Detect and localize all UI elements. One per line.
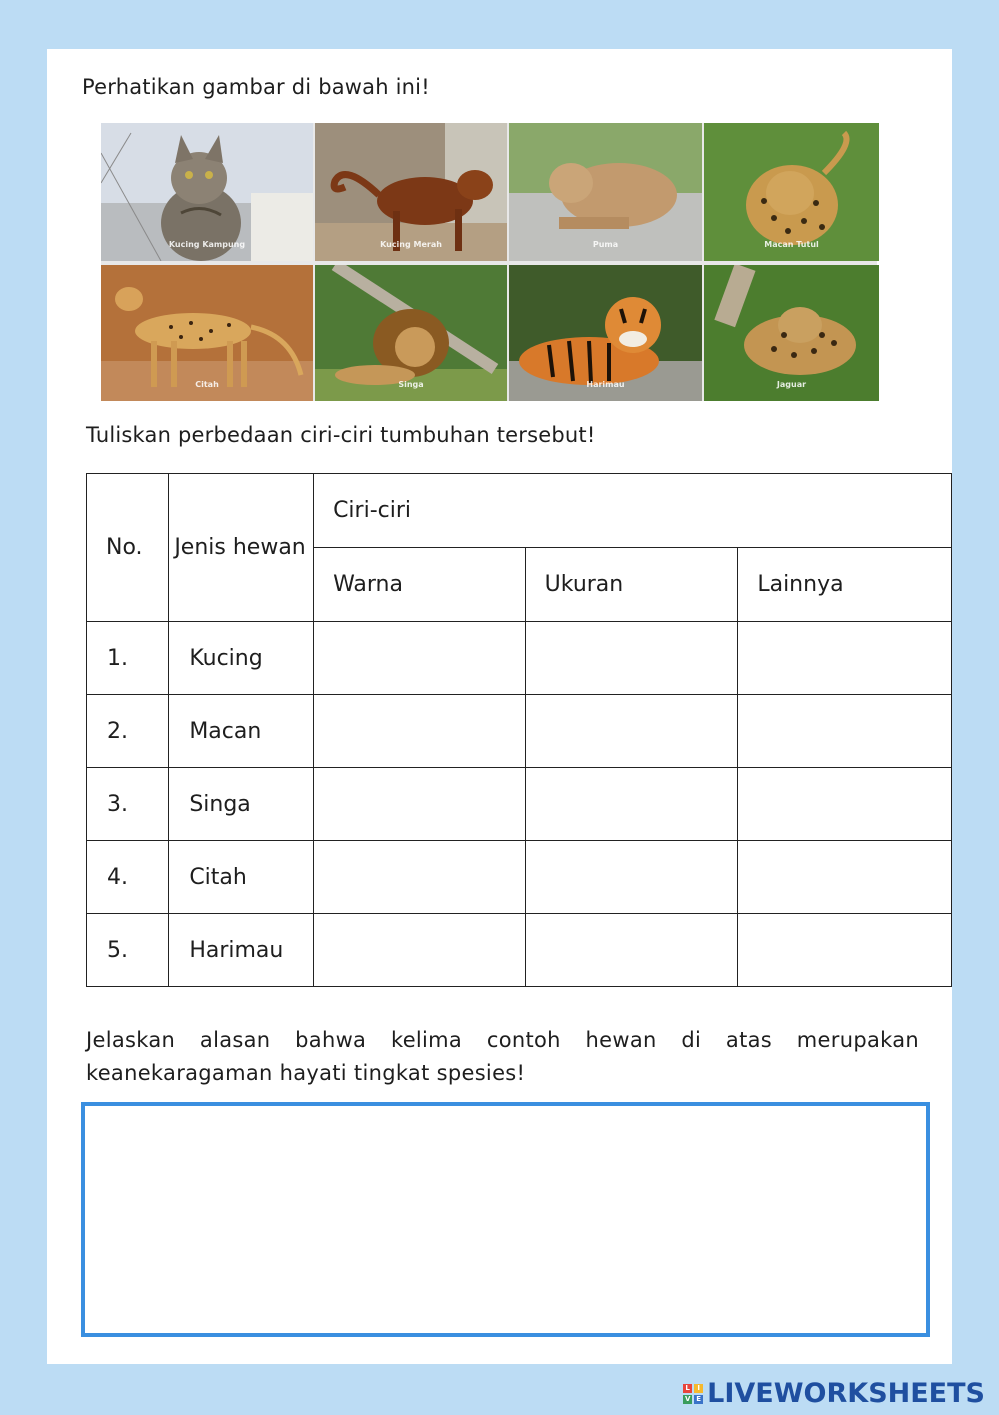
- answer-cell-ukuran[interactable]: [525, 622, 738, 695]
- answer-cell-lainnya[interactable]: [738, 914, 952, 987]
- answer-cell-ukuran[interactable]: [525, 695, 738, 768]
- photo-caption: Kucing Merah: [380, 240, 442, 249]
- photo-caption: Singa: [398, 380, 424, 389]
- table-row: [87, 914, 952, 987]
- photo-caption: Macan Tutul: [764, 240, 819, 249]
- header-ukuran: Ukuran: [525, 548, 738, 622]
- table-row: [87, 695, 952, 768]
- row-number: 3.: [87, 768, 169, 841]
- jaguar-photo: [704, 265, 879, 401]
- answer-cell-warna[interactable]: [314, 622, 526, 695]
- puma-photo: [509, 123, 702, 261]
- header-lainnya: Lainnya: [738, 548, 952, 622]
- answer-cell-lainnya[interactable]: [738, 622, 952, 695]
- table-row: [87, 622, 952, 695]
- liveworksheets-logo[interactable]: [683, 1378, 985, 1409]
- photo-caption: Puma: [592, 240, 619, 249]
- answer-cell-lainnya[interactable]: [738, 695, 952, 768]
- answer-cell-ukuran[interactable]: [525, 914, 738, 987]
- answer-cell-ukuran[interactable]: [525, 841, 738, 914]
- answer-cell-warna[interactable]: [314, 914, 526, 987]
- row-animal: Macan: [169, 695, 314, 768]
- row-animal: Citah: [169, 841, 314, 914]
- row-animal: Kucing: [169, 622, 314, 695]
- row-number: 2.: [87, 695, 169, 768]
- row-number: 1.: [87, 622, 169, 695]
- explain-instruction: Jelaskan alasan bahwa kelima contoh hewan di atas merupakan keanekaragaman hayati tingkat spesies!: [86, 1028, 919, 1085]
- photo-caption: Harimau: [586, 380, 625, 389]
- cheetah-photo: [101, 265, 313, 401]
- cat-photo: [101, 123, 313, 261]
- row-number: 5.: [87, 914, 169, 987]
- row-animal: Singa: [169, 768, 314, 841]
- row-animal: Harimau: [169, 914, 314, 987]
- tiger-photo: [509, 265, 702, 401]
- animal-photo-grid: [101, 123, 877, 401]
- answer-textbox[interactable]: [81, 1102, 930, 1337]
- worksheet-page: [47, 49, 952, 1364]
- header-jenis-hewan: Jenis hewan: [169, 474, 314, 622]
- row-number: 4.: [87, 841, 169, 914]
- header-no: No.: [87, 474, 169, 622]
- answer-cell-warna[interactable]: [314, 695, 526, 768]
- photo-caption: Citah: [195, 380, 219, 389]
- table-row: [87, 841, 952, 914]
- table-row: [87, 768, 952, 841]
- answer-cell-warna[interactable]: [314, 841, 526, 914]
- logo-tiles-icon: L I V E: [683, 1384, 703, 1404]
- photo-caption: Kucing Kampung: [168, 240, 246, 249]
- lion-photo: [315, 265, 507, 401]
- answer-cell-lainnya[interactable]: [738, 841, 952, 914]
- header-warna: Warna: [314, 548, 526, 622]
- photo-caption: Jaguar: [776, 380, 807, 389]
- brand-name: LIVEWORKSHEETS: [707, 1378, 985, 1409]
- observe-instruction: Perhatikan gambar di bawah ini!: [82, 75, 430, 99]
- red-cat-photo: [315, 123, 507, 261]
- leopard-photo: [704, 123, 879, 261]
- answer-cell-lainnya[interactable]: [738, 768, 952, 841]
- traits-table: [86, 473, 952, 987]
- answer-cell-warna[interactable]: [314, 768, 526, 841]
- answer-cell-ukuran[interactable]: [525, 768, 738, 841]
- table-instruction: Tuliskan perbedaan ciri-ciri tumbuhan tersebut!: [86, 423, 596, 447]
- header-ciri-ciri: Ciri-ciri: [314, 474, 952, 548]
